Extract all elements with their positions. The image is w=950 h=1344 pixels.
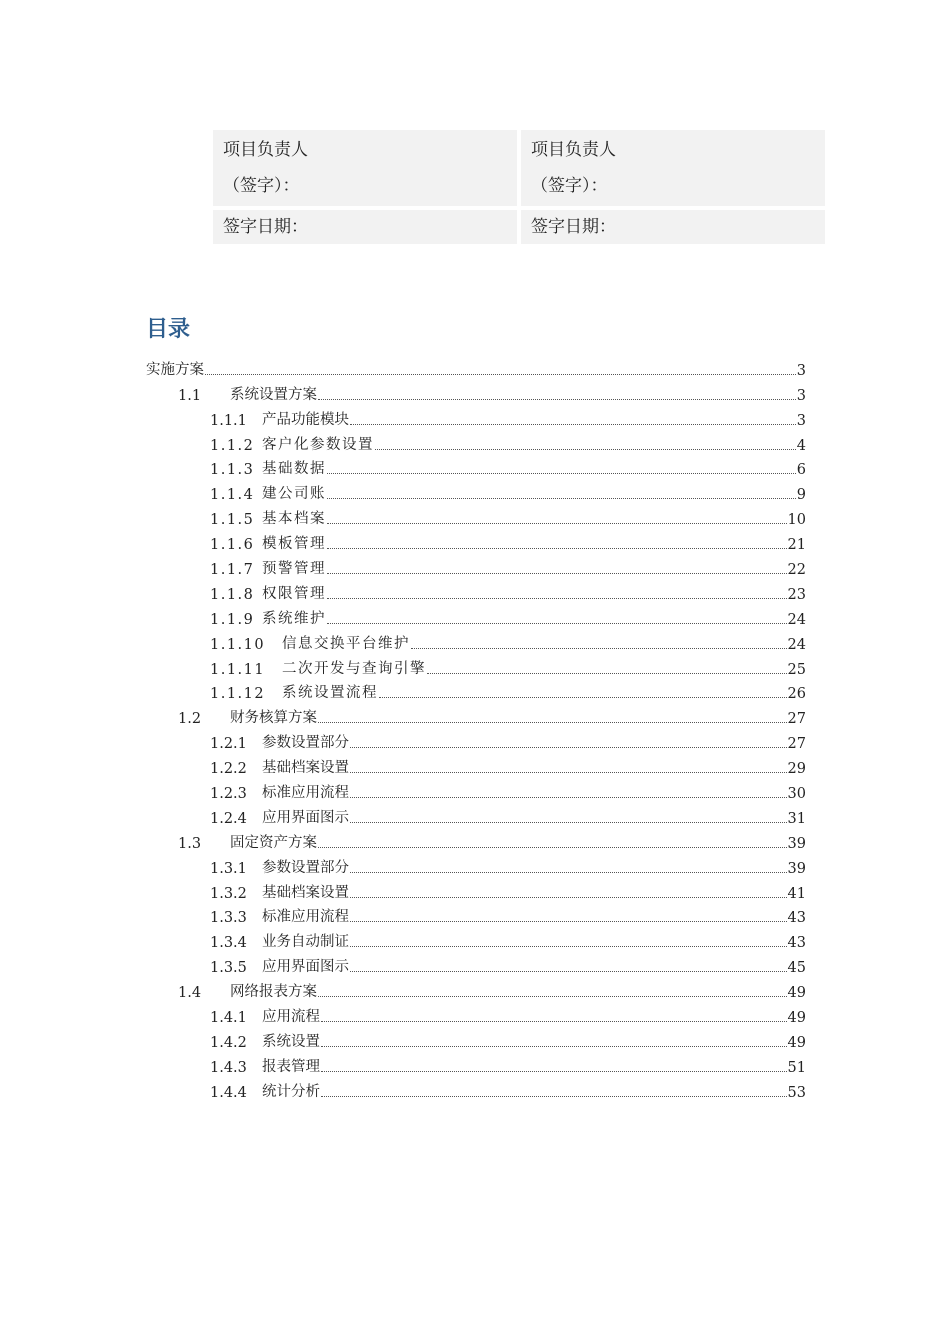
toc-entry-page: 43: [787, 910, 806, 927]
toc-entry[interactable]: [146, 354, 806, 379]
toc-entry-page: 43: [787, 935, 806, 952]
toc-entry-title: 应用界面图示: [262, 959, 349, 976]
toc-entry-title: 模板管理: [262, 536, 326, 553]
toc-entry-number: 1.2.3: [210, 786, 247, 803]
toc-leader-dots: [327, 623, 787, 624]
toc-entry-number: 1.4.4: [210, 1084, 247, 1101]
toc-leader-dots: [375, 449, 796, 450]
toc-leader-dots: [327, 548, 787, 549]
toc-entry-page: 27: [787, 711, 806, 728]
toc-entry-title: 统计分析: [262, 1083, 320, 1100]
toc-entry-page: 41: [787, 885, 806, 902]
toc-entry-number: 1.1.4: [210, 487, 255, 504]
toc-entry-page: 3: [796, 387, 806, 404]
toc-entry-title: 基础档案设置: [262, 760, 349, 777]
left-date-label: 签字日期：: [223, 217, 308, 237]
toc-entry-number: 1.1.8: [210, 586, 255, 603]
toc-entry[interactable]: [146, 379, 806, 404]
toc-entry-page: 4: [796, 437, 806, 454]
toc-entry-page: 24: [787, 611, 806, 628]
toc-entry[interactable]: [146, 852, 806, 877]
toc-leader-dots: [427, 673, 787, 674]
toc-entry-page: 10: [787, 512, 806, 529]
toc-leader-dots: [321, 1046, 787, 1047]
right-date-cell: [521, 210, 825, 244]
toc-entry-number: 1.1.6: [210, 537, 255, 554]
toc-entry-number: 1.2.2: [210, 761, 247, 778]
toc-entry[interactable]: [146, 802, 806, 827]
toc-entry-page: 26: [787, 686, 806, 703]
toc-entry-title: 客户化参数设置: [262, 436, 374, 453]
toc-leader-dots: [321, 1021, 787, 1022]
toc-entry-number: 1.1.1: [210, 412, 247, 429]
toc-entry[interactable]: [146, 503, 806, 528]
toc-entry-title: 系统设置方案: [230, 386, 317, 403]
toc-entry-title: 标准应用流程: [262, 785, 349, 802]
toc-entry[interactable]: [146, 603, 806, 628]
toc-entry-title: 参数设置部分: [262, 859, 349, 876]
toc-entry-page: 49: [787, 985, 806, 1002]
toc-entry[interactable]: [146, 976, 806, 1001]
toc-entry-page: 39: [787, 835, 806, 852]
toc-entry-page: 30: [787, 786, 806, 803]
left-signature-cell: [213, 130, 517, 206]
toc-entry[interactable]: [146, 752, 806, 777]
toc-entry-title: 系统设置流程: [282, 685, 378, 702]
toc-entry-number: 1.4.2: [210, 1034, 247, 1051]
left-signature-label: 项目负责人: [223, 140, 308, 160]
toc-leader-dots: [327, 523, 787, 524]
toc-leader-dots: [350, 897, 787, 898]
toc-leader-dots: [350, 797, 787, 798]
toc-entry[interactable]: [146, 628, 806, 653]
toc-entry-number: 1.1.5: [210, 512, 255, 529]
toc-heading: 目录: [146, 317, 191, 342]
toc-entry[interactable]: [146, 827, 806, 852]
toc-entry[interactable]: [146, 877, 806, 902]
toc-entry-page: 21: [787, 537, 806, 554]
toc-leader-dots: [318, 996, 787, 997]
toc-entry-page: 39: [787, 860, 806, 877]
toc-entry-number: 1.1.3: [210, 462, 255, 479]
toc-entry[interactable]: [146, 429, 806, 454]
toc-leader-dots: [350, 822, 787, 823]
toc-entry-page: 3: [796, 362, 806, 379]
toc-entry-title: 应用界面图示: [262, 809, 349, 826]
toc-entry-number: 1.3.1: [210, 860, 247, 877]
toc-entry-title: 应用流程: [262, 1009, 320, 1026]
toc-entry[interactable]: [146, 702, 806, 727]
toc-entry-number: 1.4: [178, 985, 202, 1002]
right-date-label: 签字日期：: [531, 217, 616, 237]
toc-leader-dots: [318, 399, 796, 400]
toc-entry-number: 1.3.5: [210, 960, 247, 977]
toc-entry-title: 产品功能模块: [262, 411, 349, 428]
toc-entry-title: 系统维护: [262, 610, 326, 627]
toc-leader-dots: [350, 872, 787, 873]
toc-entry-title: 信息交换平台维护: [282, 635, 410, 652]
toc-entry[interactable]: [146, 404, 806, 429]
toc-entry-page: 53: [787, 1084, 806, 1101]
toc-entry-page: 29: [787, 761, 806, 778]
toc-entry-title: 预警管理: [262, 561, 326, 578]
left-signature-suffix: （签字）：: [223, 176, 300, 196]
toc-leader-dots: [318, 847, 787, 848]
toc-leader-dots: [350, 424, 796, 425]
toc-entry-page: 51: [787, 1059, 806, 1076]
toc-entry-number: 1.1: [178, 387, 202, 404]
toc-entry-page: 49: [787, 1010, 806, 1027]
toc-entry[interactable]: [146, 678, 806, 703]
toc-entry-title: 基础档案设置: [262, 884, 349, 901]
toc-entry[interactable]: [146, 528, 806, 553]
table-of-contents: [146, 354, 806, 1101]
toc-entry-page: 3: [796, 412, 806, 429]
toc-entry-number: 1.3.4: [210, 935, 247, 952]
toc-entry-page: 9: [796, 487, 806, 504]
toc-entry-number: 1.1.12: [210, 686, 266, 703]
toc-entry-number: 1.4.1: [210, 1010, 247, 1027]
toc-entry-title: 权限管理: [262, 585, 326, 602]
toc-entry-page: 22: [787, 562, 806, 579]
toc-entry-number: 1.1.2: [210, 437, 255, 454]
toc-entry-number: 1.1.10: [210, 636, 266, 653]
toc-entry-title: 固定资产方案: [230, 834, 317, 851]
toc-entry-title: 报表管理: [262, 1058, 320, 1075]
toc-entry-number: 1.3.3: [210, 910, 247, 927]
toc-entry-number: 1.3: [178, 835, 202, 852]
toc-entry[interactable]: [146, 951, 806, 976]
toc-entry-page: 45: [787, 960, 806, 977]
toc-leader-dots: [350, 946, 787, 947]
right-signature-cell: [521, 130, 825, 206]
toc-entry-number: 1.2.1: [210, 736, 247, 753]
toc-entry-number: 1.1.7: [210, 562, 255, 579]
toc-entry-number: 1.1.11: [210, 661, 266, 678]
toc-entry-number: 1.2: [178, 711, 202, 728]
toc-entry-page: 25: [787, 661, 806, 678]
toc-entry[interactable]: [146, 478, 806, 503]
toc-entry-number: 1.3.2: [210, 885, 247, 902]
left-date-cell: [213, 210, 517, 244]
toc-entry-page: 27: [787, 736, 806, 753]
toc-entry-number: 1.4.3: [210, 1059, 247, 1076]
toc-entry-title: 网络报表方案: [230, 984, 317, 1001]
toc-entry-title: 基础数据: [262, 461, 326, 478]
toc-entry-title: 业务自动制证: [262, 934, 349, 951]
toc-entry[interactable]: [146, 454, 806, 479]
toc-entry[interactable]: [146, 777, 806, 802]
toc-entry[interactable]: [146, 553, 806, 578]
toc-entry-title: 系统设置: [262, 1033, 320, 1050]
toc-entry-title: 建公司账: [262, 486, 326, 503]
signature-table: [209, 126, 829, 248]
toc-entry[interactable]: [146, 902, 806, 927]
toc-entry[interactable]: [146, 1026, 806, 1051]
toc-leader-dots: [205, 374, 796, 375]
toc-entry-title: 基本档案: [262, 511, 326, 528]
toc-entry[interactable]: [146, 1076, 806, 1101]
toc-entry-page: 6: [796, 462, 806, 479]
toc-entry-page: 23: [787, 586, 806, 603]
toc-leader-dots: [327, 598, 787, 599]
toc-leader-dots: [379, 697, 787, 698]
toc-leader-dots: [327, 498, 796, 499]
toc-entry[interactable]: [146, 578, 806, 603]
toc-entry-title: 参数设置部分: [262, 735, 349, 752]
toc-leader-dots: [350, 921, 787, 922]
toc-entry-title: 实施方案: [146, 361, 204, 378]
toc-leader-dots: [318, 722, 787, 723]
toc-entry-title: 二次开发与查询引擎: [282, 660, 426, 677]
toc-entry[interactable]: [146, 653, 806, 678]
toc-entry-title: 标准应用流程: [262, 909, 349, 926]
toc-entry[interactable]: [146, 727, 806, 752]
toc-entry-title: 财务核算方案: [230, 710, 317, 727]
toc-entry[interactable]: [146, 1051, 806, 1076]
toc-entry-number: 1.2.4: [210, 810, 247, 827]
toc-leader-dots: [327, 473, 796, 474]
toc-leader-dots: [350, 747, 787, 748]
right-signature-label: 项目负责人: [531, 140, 616, 160]
toc-leader-dots: [350, 971, 787, 972]
toc-leader-dots: [327, 573, 787, 574]
toc-leader-dots: [321, 1096, 787, 1097]
toc-entry-page: 24: [787, 636, 806, 653]
toc-entry[interactable]: [146, 926, 806, 951]
toc-leader-dots: [350, 772, 787, 773]
toc-entry-page: 49: [787, 1034, 806, 1051]
toc-entry-number: 1.1.9: [210, 611, 255, 628]
toc-entry-page: 31: [787, 810, 806, 827]
toc-entry[interactable]: [146, 1001, 806, 1026]
toc-leader-dots: [321, 1071, 787, 1072]
right-signature-suffix: （签字）：: [531, 176, 608, 196]
toc-leader-dots: [411, 648, 787, 649]
